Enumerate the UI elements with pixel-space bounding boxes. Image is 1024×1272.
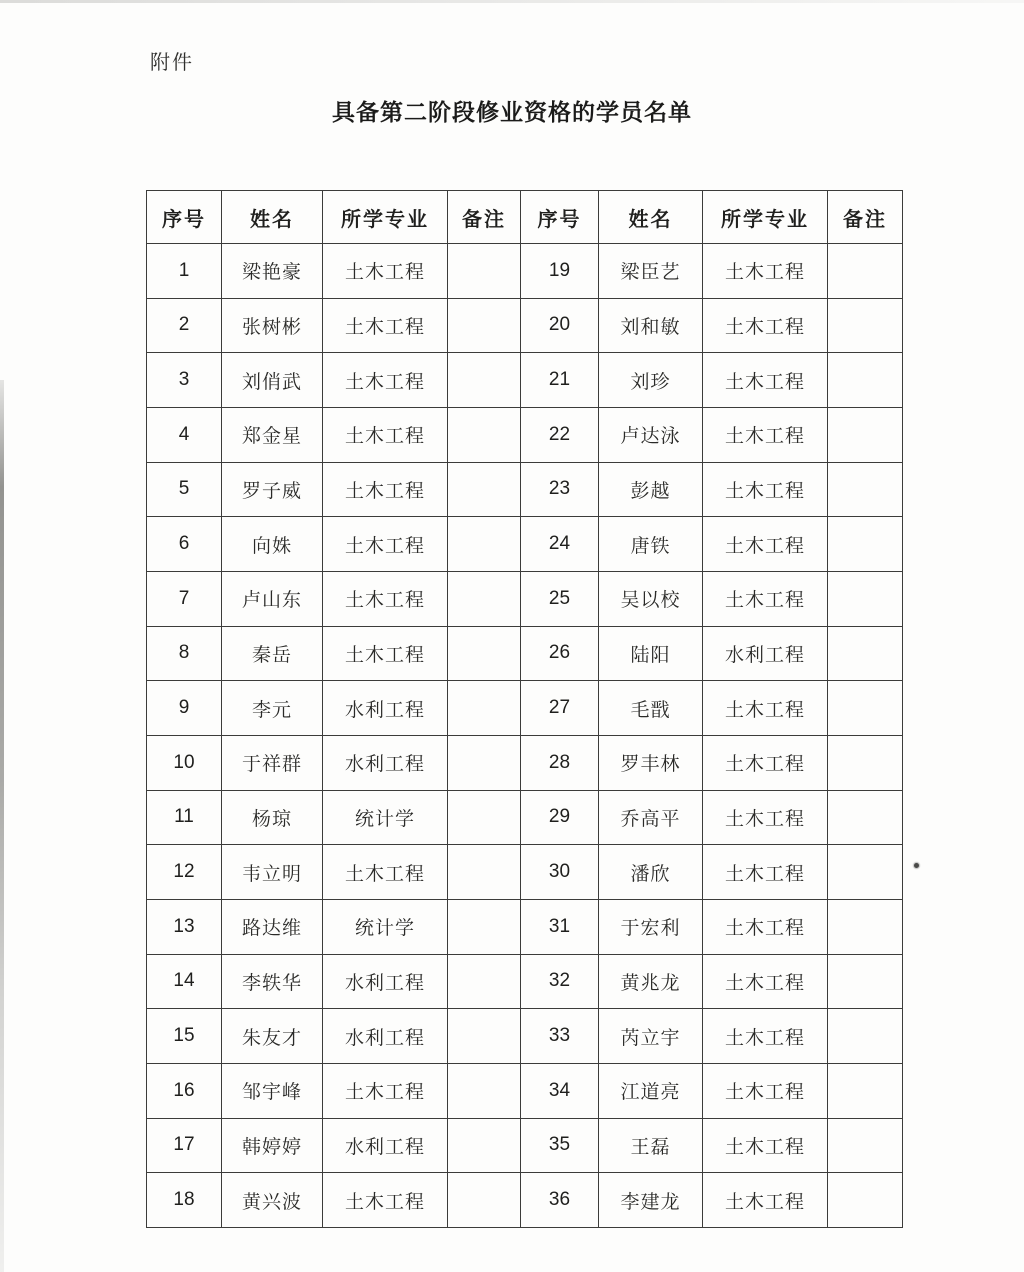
note-cell xyxy=(448,626,521,681)
note-cell xyxy=(828,1118,903,1173)
name-cell: 罗子威 xyxy=(222,462,323,517)
name-cell: 杨琼 xyxy=(222,790,323,845)
name-cell: 秦岳 xyxy=(222,626,323,681)
name-cell: 黄兴波 xyxy=(222,1173,323,1228)
header-name-left: 姓名 xyxy=(222,191,323,244)
note-cell xyxy=(448,517,521,572)
major-cell: 土木工程 xyxy=(703,298,828,353)
table-row xyxy=(147,1173,903,1228)
major-cell: 土木工程 xyxy=(323,462,448,517)
major-cell: 土木工程 xyxy=(323,298,448,353)
major-cell: 土木工程 xyxy=(323,244,448,299)
note-cell xyxy=(828,353,903,408)
major-cell: 土木工程 xyxy=(703,681,828,736)
serial-cell: 14 xyxy=(147,954,222,1009)
note-cell xyxy=(828,517,903,572)
serial-cell: 25 xyxy=(521,571,599,626)
header-serial-left: 序号 xyxy=(147,191,222,244)
name-cell: 韩婷婷 xyxy=(222,1118,323,1173)
major-cell: 水利工程 xyxy=(323,954,448,1009)
table-header-row xyxy=(147,191,903,244)
serial-cell: 30 xyxy=(521,845,599,900)
note-cell xyxy=(448,571,521,626)
major-cell: 水利工程 xyxy=(703,626,828,681)
name-cell: 李建龙 xyxy=(599,1173,703,1228)
name-cell: 潘欣 xyxy=(599,845,703,900)
table-row xyxy=(147,1009,903,1064)
major-cell: 土木工程 xyxy=(703,954,828,1009)
note-cell xyxy=(448,1063,521,1118)
note-cell xyxy=(828,681,903,736)
name-cell: 卢山东 xyxy=(222,571,323,626)
table-body xyxy=(147,244,903,1228)
note-cell xyxy=(828,845,903,900)
scan-streak-left xyxy=(0,380,4,1272)
name-cell: 朱友才 xyxy=(222,1009,323,1064)
table-row xyxy=(147,790,903,845)
name-cell: 江道亮 xyxy=(599,1063,703,1118)
serial-cell: 4 xyxy=(147,407,222,462)
note-cell xyxy=(828,626,903,681)
major-cell: 土木工程 xyxy=(323,407,448,462)
note-cell xyxy=(828,735,903,790)
major-cell: 土木工程 xyxy=(703,353,828,408)
name-cell: 芮立宇 xyxy=(599,1009,703,1064)
major-cell: 土木工程 xyxy=(703,1009,828,1064)
note-cell xyxy=(448,954,521,1009)
serial-cell: 16 xyxy=(147,1063,222,1118)
major-cell: 土木工程 xyxy=(703,790,828,845)
major-cell: 土木工程 xyxy=(323,626,448,681)
serial-cell: 22 xyxy=(521,407,599,462)
serial-cell: 21 xyxy=(521,353,599,408)
major-cell: 土木工程 xyxy=(703,845,828,900)
table-row xyxy=(147,462,903,517)
name-cell: 唐铁 xyxy=(599,517,703,572)
serial-cell: 18 xyxy=(147,1173,222,1228)
attachment-label: 附件 xyxy=(150,52,194,74)
note-cell xyxy=(828,790,903,845)
name-cell: 梁艳豪 xyxy=(222,244,323,299)
major-cell: 土木工程 xyxy=(703,462,828,517)
note-cell xyxy=(448,899,521,954)
note-cell xyxy=(828,407,903,462)
major-cell: 土木工程 xyxy=(703,244,828,299)
major-cell: 土木工程 xyxy=(703,571,828,626)
table-row xyxy=(147,244,903,299)
serial-cell: 26 xyxy=(521,626,599,681)
note-cell xyxy=(448,735,521,790)
serial-cell: 11 xyxy=(147,790,222,845)
note-cell xyxy=(448,845,521,900)
major-cell: 土木工程 xyxy=(703,735,828,790)
header-name-right: 姓名 xyxy=(599,191,703,244)
table-row xyxy=(147,1063,903,1118)
table-row xyxy=(147,681,903,736)
serial-cell: 28 xyxy=(521,735,599,790)
note-cell xyxy=(828,244,903,299)
note-cell xyxy=(828,1063,903,1118)
name-cell: 邹宇峰 xyxy=(222,1063,323,1118)
name-cell: 王磊 xyxy=(599,1118,703,1173)
name-cell: 刘俏武 xyxy=(222,353,323,408)
serial-cell: 7 xyxy=(147,571,222,626)
major-cell: 统计学 xyxy=(323,790,448,845)
note-cell xyxy=(828,462,903,517)
table-row xyxy=(147,571,903,626)
note-cell xyxy=(448,1009,521,1064)
name-cell: 李轶华 xyxy=(222,954,323,1009)
name-cell: 刘珍 xyxy=(599,353,703,408)
note-cell xyxy=(828,954,903,1009)
table-row xyxy=(147,845,903,900)
header-note-left: 备注 xyxy=(448,191,521,244)
table-row xyxy=(147,735,903,790)
note-cell xyxy=(448,353,521,408)
serial-cell: 1 xyxy=(147,244,222,299)
major-cell: 土木工程 xyxy=(703,899,828,954)
name-cell: 陆阳 xyxy=(599,626,703,681)
major-cell: 土木工程 xyxy=(323,571,448,626)
note-cell xyxy=(828,1173,903,1228)
serial-cell: 34 xyxy=(521,1063,599,1118)
major-cell: 土木工程 xyxy=(703,1173,828,1228)
major-cell: 土木工程 xyxy=(703,407,828,462)
table-row xyxy=(147,407,903,462)
header-major-right: 所学专业 xyxy=(703,191,828,244)
note-cell xyxy=(448,790,521,845)
major-cell: 土木工程 xyxy=(323,517,448,572)
name-cell: 于祥群 xyxy=(222,735,323,790)
serial-cell: 12 xyxy=(147,845,222,900)
major-cell: 土木工程 xyxy=(703,1063,828,1118)
note-cell xyxy=(828,298,903,353)
header-major-left: 所学专业 xyxy=(323,191,448,244)
table-row xyxy=(147,353,903,408)
serial-cell: 13 xyxy=(147,899,222,954)
serial-cell: 27 xyxy=(521,681,599,736)
name-cell: 张树彬 xyxy=(222,298,323,353)
serial-cell: 9 xyxy=(147,681,222,736)
table-row xyxy=(147,954,903,1009)
table-row xyxy=(147,626,903,681)
serial-cell: 32 xyxy=(521,954,599,1009)
header-note-right: 备注 xyxy=(828,191,903,244)
name-cell: 吴以校 xyxy=(599,571,703,626)
student-roster-table xyxy=(146,190,903,1228)
note-cell xyxy=(448,681,521,736)
note-cell xyxy=(828,899,903,954)
major-cell: 水利工程 xyxy=(323,1118,448,1173)
serial-cell: 10 xyxy=(147,735,222,790)
name-cell: 乔高平 xyxy=(599,790,703,845)
major-cell: 土木工程 xyxy=(703,517,828,572)
page-title: 具备第二阶段修业资格的学员名单 xyxy=(332,99,692,125)
serial-cell: 20 xyxy=(521,298,599,353)
serial-cell: 31 xyxy=(521,899,599,954)
table-row xyxy=(147,1118,903,1173)
note-cell xyxy=(448,462,521,517)
note-cell xyxy=(448,298,521,353)
serial-cell: 36 xyxy=(521,1173,599,1228)
name-cell: 罗丰林 xyxy=(599,735,703,790)
header-serial-right: 序号 xyxy=(521,191,599,244)
serial-cell: 3 xyxy=(147,353,222,408)
major-cell: 土木工程 xyxy=(323,1063,448,1118)
serial-cell: 24 xyxy=(521,517,599,572)
table-row xyxy=(147,899,903,954)
name-cell: 路达维 xyxy=(222,899,323,954)
scan-edge-top xyxy=(0,0,1024,3)
serial-cell: 35 xyxy=(521,1118,599,1173)
major-cell: 土木工程 xyxy=(323,353,448,408)
serial-cell: 15 xyxy=(147,1009,222,1064)
major-cell: 统计学 xyxy=(323,899,448,954)
name-cell: 彭越 xyxy=(599,462,703,517)
serial-cell: 33 xyxy=(521,1009,599,1064)
major-cell: 水利工程 xyxy=(323,681,448,736)
major-cell: 水利工程 xyxy=(323,1009,448,1064)
name-cell: 梁臣艺 xyxy=(599,244,703,299)
table-row xyxy=(147,517,903,572)
major-cell: 土木工程 xyxy=(323,1173,448,1228)
table-row xyxy=(147,298,903,353)
name-cell: 李元 xyxy=(222,681,323,736)
note-cell xyxy=(828,1009,903,1064)
note-cell xyxy=(448,1118,521,1173)
serial-cell: 2 xyxy=(147,298,222,353)
note-cell xyxy=(448,244,521,299)
major-cell: 土木工程 xyxy=(703,1118,828,1173)
serial-cell: 29 xyxy=(521,790,599,845)
serial-cell: 17 xyxy=(147,1118,222,1173)
name-cell: 刘和敏 xyxy=(599,298,703,353)
note-cell xyxy=(448,1173,521,1228)
serial-cell: 23 xyxy=(521,462,599,517)
major-cell: 水利工程 xyxy=(323,735,448,790)
name-cell: 向姝 xyxy=(222,517,323,572)
name-cell: 卢达泳 xyxy=(599,407,703,462)
name-cell: 黄兆龙 xyxy=(599,954,703,1009)
serial-cell: 19 xyxy=(521,244,599,299)
serial-cell: 8 xyxy=(147,626,222,681)
note-cell xyxy=(448,407,521,462)
note-cell xyxy=(828,571,903,626)
name-cell: 毛戬 xyxy=(599,681,703,736)
serial-cell: 6 xyxy=(147,517,222,572)
name-cell: 郑金星 xyxy=(222,407,323,462)
name-cell: 韦立明 xyxy=(222,845,323,900)
major-cell: 土木工程 xyxy=(323,845,448,900)
scan-speck-dot xyxy=(914,863,919,868)
serial-cell: 5 xyxy=(147,462,222,517)
name-cell: 于宏利 xyxy=(599,899,703,954)
